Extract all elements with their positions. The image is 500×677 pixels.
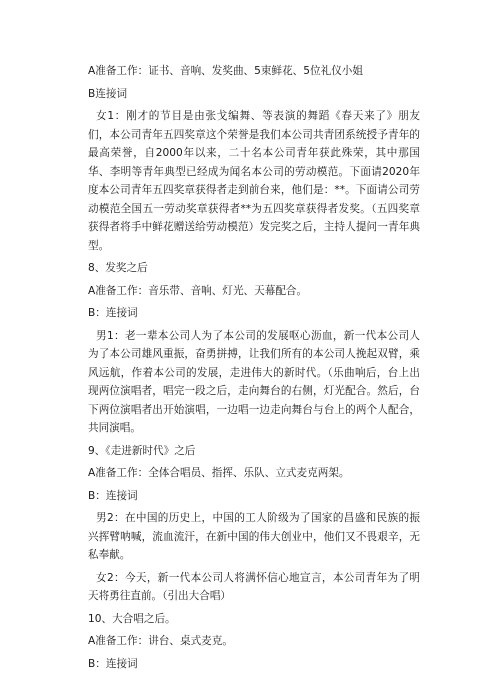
- connector-heading: B：连接词: [88, 489, 138, 502]
- connector-heading: B连接词: [88, 87, 128, 100]
- female2-speech: 女2：今天，新一代本公司人将满怀信心地宣言，本公司青年为了明天将勇往直前。（引出大合唱）: [88, 571, 420, 602]
- prep-work-paragraph: A准备工作：全体合唱员、指挥、乐队、立式麦克两架。: [88, 467, 350, 479]
- section-heading-10: 10、大合唱之后。: [88, 612, 176, 625]
- prep-work-paragraph: A准备工作：讲台、桌式麦克。: [88, 635, 233, 647]
- prep-work-paragraph: A准备工作：音乐带、音响、灯光、天幕配合。: [88, 284, 308, 297]
- connector-heading: B：连接词: [88, 307, 138, 319]
- female1-speech: 女1：刚才的节目是由张戈编舞、等表演的舞蹈《春天来了》朋友们，本公司青年五四奖章这个荣誉是我们本公司共青团系统授予青年的最高荣誉，自2000年以来，二十名本公司青年获此殊荣，其中那国华、李明等青年典型已经成为闻名本公司的劳动模范。下面请2020年度本公司青年五四奖章获得者走到前台来，他们是：**。下面请公司劳动模范全国五一劳动奖章获得者**为五四奖章获得者发奖。（五四奖章获得者将手中鲜花赠送给劳动模范）发完奖之后，主持人提问一青年典型。: [88, 110, 420, 252]
- section-heading-9: 9、《走进新时代》之后: [88, 444, 196, 457]
- prep-work-paragraph: A准备工作：证书、音响、发奖曲、5束鲜花、5位礼仪小姐: [88, 65, 363, 77]
- male1-speech: 男1：老一辈本公司人为了本公司的发展呕心沥血，新一代本公司人为了本公司雄风重振，奋勇拼搏，让我们所有的本公司人挽起双臂，乘风远航，作着本公司的发展，走进伟大的新时代。（乐曲响后，台上出现两位演唱者，唱完一段之后，走向舞台的右侧，灯光配合。然后，台下两位演唱者出开始演唱，一边唱一边走向舞台与台上的两个人配合，共同演唱。: [88, 329, 420, 434]
- section-heading-8: 8、发奖之后: [88, 262, 148, 274]
- document-body: [88, 62, 420, 677]
- male2-speech: 男2：在中国的历史上，中国的工人阶级为了国家的昌盛和民族的振兴挥臂呐喊，流血流汗，在新中国的伟大创业中，他们又不畏艰辛，无私奉献。: [88, 512, 420, 561]
- connector-heading: B：连接词: [88, 657, 138, 670]
